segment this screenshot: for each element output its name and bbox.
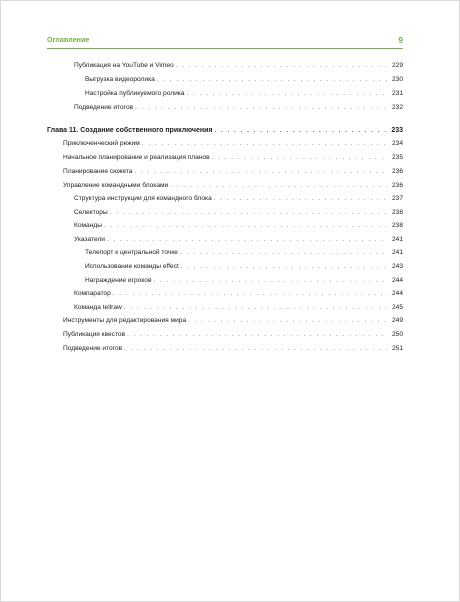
toc-dot-leader <box>110 208 388 219</box>
toc-entry-title: Команды <box>74 222 102 229</box>
toc-chapter-entry <box>47 125 403 136</box>
toc-entry-title: Компаратор <box>74 290 111 297</box>
toc-entry-page: 244 <box>391 277 403 284</box>
toc-entry-title: Планирование сюжета <box>63 168 133 175</box>
toc-entry <box>74 193 403 204</box>
toc-entry <box>63 315 403 326</box>
toc-entry <box>63 138 403 149</box>
toc-entry-title: Глава 11. Создание собственного приключения <box>47 127 213 134</box>
toc-entry-page: 243 <box>391 263 403 270</box>
toc-dot-leader <box>157 75 388 86</box>
toc-entry-page: 249 <box>391 317 403 324</box>
toc-entry-title: Команда tellraw <box>74 304 122 311</box>
toc-dot-leader <box>135 103 388 114</box>
toc-entry-title: Подведение итогов <box>63 345 123 352</box>
toc-entry-page: 245 <box>391 304 403 311</box>
toc-entry <box>85 247 403 258</box>
toc-dot-leader <box>107 235 388 246</box>
toc-entry-page: 233 <box>391 127 403 134</box>
toc-entry <box>85 275 403 286</box>
toc-entry <box>85 74 403 85</box>
toc-entry-title: Публикация на YouTube и Vimeo <box>74 62 174 69</box>
toc-dot-leader <box>124 344 388 355</box>
header-rule <box>47 48 403 49</box>
toc-dot-leader <box>176 61 388 72</box>
toc-entry <box>85 88 403 99</box>
toc-entry-page: 250 <box>391 331 403 338</box>
toc-dot-leader <box>153 276 388 287</box>
toc-entry-title: Приключенческий режим <box>63 140 140 147</box>
toc-entry-page: 241 <box>391 236 403 243</box>
toc-entry <box>63 343 403 354</box>
page-number: 9 <box>398 36 403 45</box>
toc-dot-leader <box>113 289 388 300</box>
toc-entry-page: 230 <box>391 76 403 83</box>
toc-entry <box>74 288 403 299</box>
toc-entry-title: Настройка публикуемого ролика <box>85 90 185 97</box>
toc-entry-page: 241 <box>391 249 403 256</box>
toc-entry-page: 244 <box>391 290 403 297</box>
toc-entry-title: Телепорт к центральной точке <box>85 249 178 256</box>
toc-dot-leader <box>124 303 388 314</box>
toc-entry <box>63 166 403 177</box>
running-header <box>47 37 403 49</box>
toc-entry-title: Публикация квестов <box>63 331 126 338</box>
toc-dot-leader <box>212 153 388 164</box>
toc-entry-title: Выгрузка видеоролика <box>85 76 155 83</box>
toc-entry-title: Награждение игроков <box>85 277 152 284</box>
toc-dot-leader <box>180 248 388 259</box>
toc-dot-leader <box>181 262 388 273</box>
running-header-title: Оглавление <box>47 37 90 44</box>
toc-entry-page: 234 <box>391 140 403 147</box>
toc-entry <box>74 207 403 218</box>
toc-dot-leader <box>188 316 388 327</box>
toc-entry-page: 251 <box>391 345 403 352</box>
toc-entry-page: 236 <box>391 182 403 189</box>
toc-entry-page: 232 <box>391 104 403 111</box>
toc-entry <box>74 220 403 231</box>
toc-entry-title: Управление командными блоками <box>63 182 169 189</box>
toc-entry-title: Использование команды effect <box>85 263 179 270</box>
toc-entry-page: 229 <box>391 62 403 69</box>
toc-entry <box>74 102 403 113</box>
toc-entry-page: 236 <box>391 168 403 175</box>
toc-entry-title: Указатели <box>74 236 105 243</box>
toc-entry-page: 237 <box>391 195 403 202</box>
toc-entry <box>74 302 403 313</box>
toc-entry-title: Инструменты для редактирования мира <box>63 317 187 324</box>
toc-entry <box>63 329 403 340</box>
toc-dot-leader <box>104 221 388 232</box>
toc-entry <box>74 60 403 71</box>
toc-dot-leader <box>214 126 388 137</box>
toc-dot-leader <box>134 167 388 178</box>
toc-entry-page: 238 <box>391 209 403 216</box>
toc-entry-title: Подведение итогов <box>74 104 134 111</box>
toc-entry-title: Структура инструкции для командного блока <box>74 195 212 202</box>
toc-entry <box>85 261 403 272</box>
toc-entry-title: Селекторы <box>74 209 108 216</box>
toc-entry-title: Начальное планирование и реализация планов <box>63 154 210 161</box>
toc-entry <box>63 152 403 163</box>
toc-entry <box>74 234 403 245</box>
toc-dot-leader <box>214 194 388 205</box>
toc-dot-leader <box>186 89 388 100</box>
toc-entry-page: 235 <box>391 154 403 161</box>
toc-dot-leader <box>170 181 388 192</box>
toc-dot-leader <box>142 139 388 150</box>
toc-dot-leader <box>127 330 388 341</box>
toc-entry-page: 231 <box>391 90 403 97</box>
toc-entry <box>63 180 403 191</box>
toc-entry-page: 238 <box>391 222 403 229</box>
